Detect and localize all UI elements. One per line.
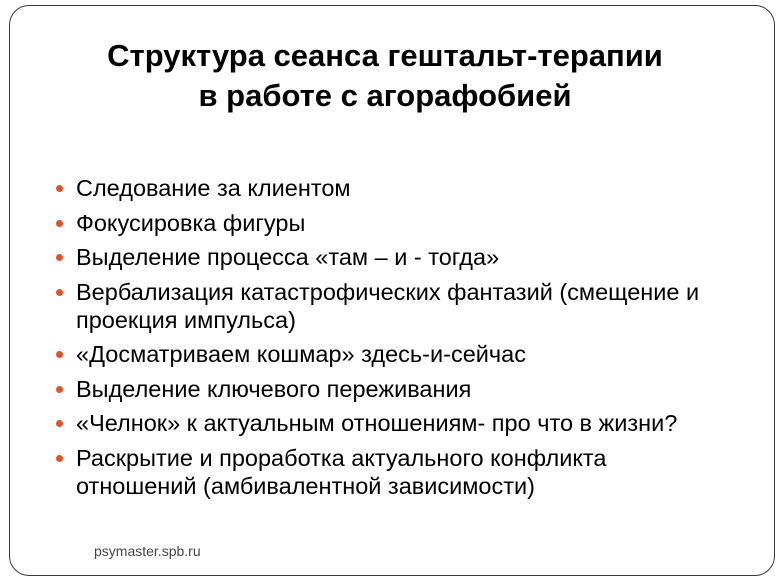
slide-title (10, 36, 760, 116)
bullet-text: «Досматриваем кошмар» здесь-и-сейчас (76, 341, 526, 367)
bullet-list (56, 174, 716, 506)
footer-source: psymaster.spb.ru (94, 543, 201, 559)
title-line-1: Структура сеанса гештальт-терапии (107, 38, 663, 73)
bullet-text: «Челнок» к актуальным отношениям- про что в жизни? (76, 410, 678, 436)
bullet-item (56, 243, 716, 271)
bullet-dot-icon (56, 220, 63, 227)
bullet-text: Фокусировка фигуры (76, 209, 306, 236)
bullet-dot-icon (56, 185, 63, 192)
bullet-item (56, 174, 716, 202)
bullet-dot-icon (56, 254, 63, 261)
bullet-text: Вербализация катастрофических фантазий (смещение и проекция импульса) (76, 278, 700, 333)
title-line-2: в работе с агорафобией (198, 78, 572, 113)
bullet-dot-icon (56, 386, 63, 393)
bullet-item (56, 375, 716, 403)
bullet-text: Следование за клиентом (76, 175, 351, 201)
bullet-text: Выделение ключевого переживания (76, 375, 472, 402)
bullet-text: Раскрытие и проработка актуального конфликта отношений (амбивалентной зависимости) (76, 444, 607, 499)
bullet-item (56, 278, 716, 334)
slide (9, 5, 775, 576)
bullet-dot-icon (56, 455, 63, 462)
bullet-item (56, 409, 716, 437)
bullet-dot-icon (56, 351, 63, 358)
bullet-item (56, 209, 716, 237)
bullet-dot-icon (56, 420, 63, 427)
bullet-dot-icon (56, 289, 63, 296)
bullet-item (56, 444, 716, 500)
bullet-text: Выделение процесса «там – и - тогда» (76, 244, 500, 270)
bullet-item (56, 340, 716, 368)
